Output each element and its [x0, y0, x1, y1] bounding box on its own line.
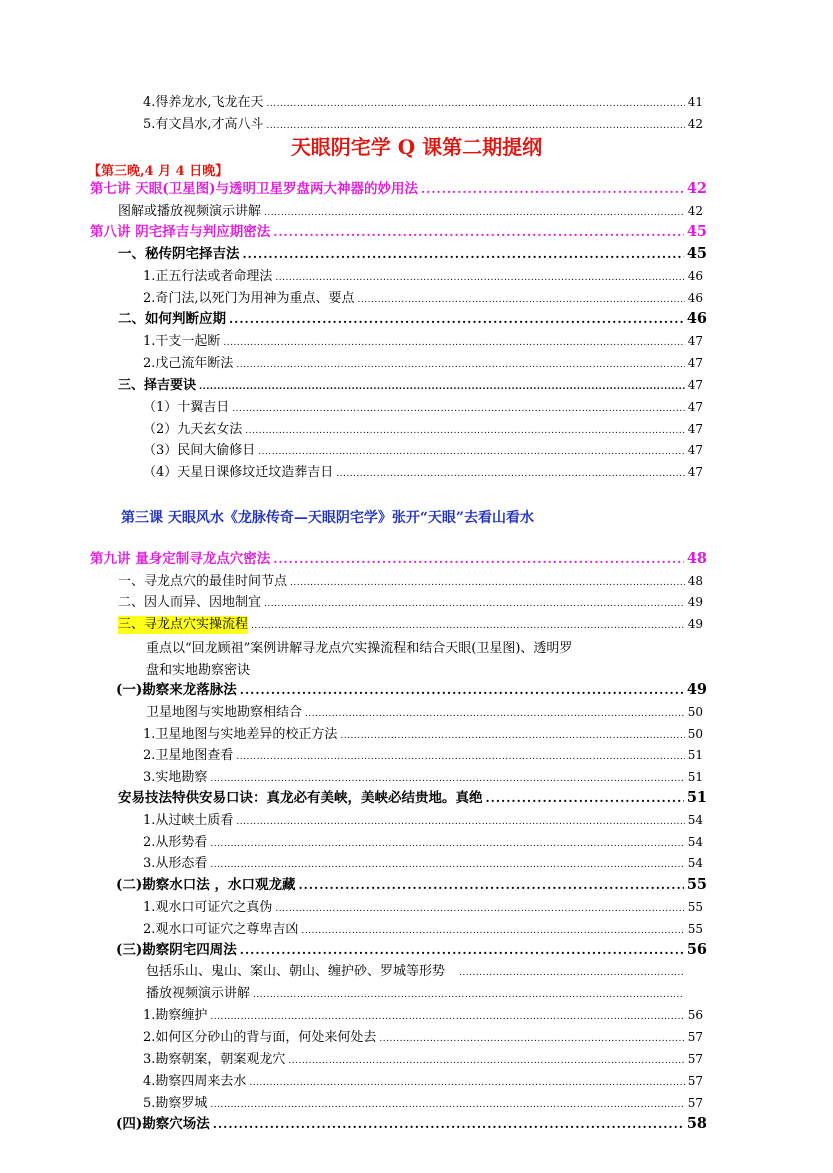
toc-page-number: 58 [686, 1115, 707, 1132]
toc-entry-text: 播放视频演示讲解 [146, 986, 251, 1001]
section-row [116, 876, 707, 894]
toc-page-number: 45 [686, 245, 707, 262]
toc-page-number: 48 [686, 550, 707, 567]
leader-dots [236, 356, 684, 374]
note-line: 重点以“回龙顾祖”案例讲解寻龙点穴实操流程和结合天眼(卫星图)、透明罗 [146, 641, 573, 656]
leader-dots [229, 310, 684, 328]
lecture-row [90, 180, 707, 198]
leader-dots [275, 269, 684, 287]
leader-dots [245, 422, 684, 440]
toc-page-number: 49 [687, 595, 703, 609]
toc-row [143, 898, 703, 918]
toc-row [118, 593, 703, 613]
toc-entry-text: 一、秘传阴宅择吉法 [118, 246, 240, 262]
leader-dots [249, 1074, 684, 1092]
toc-page-number: 47 [687, 465, 703, 479]
toc-entry-text: 图解或播放视频演示讲解 [118, 204, 262, 219]
toc-page-number: 51 [687, 748, 703, 762]
section-row [116, 1115, 707, 1133]
leader-dots [251, 617, 685, 635]
toc-entry-text: (三)勘察阴宅四周法 [116, 942, 237, 958]
leader-dots [379, 1030, 684, 1048]
leader-dots [421, 180, 684, 198]
toc-row [143, 441, 703, 461]
leader-dots [223, 334, 684, 352]
toc-entry-text: 4.得养龙水,飞龙在天 [143, 95, 264, 110]
leader-dots [288, 1052, 684, 1070]
toc-entry-text: 1.观水口可证穴之真伪 [143, 900, 273, 915]
toc-row [143, 463, 703, 483]
toc-entry-text: 2.观水口可证穴之尊卑吉凶 [143, 922, 299, 937]
toc-page-number: 47 [687, 443, 703, 457]
toc-page-number: 57 [687, 1074, 703, 1088]
toc-page-number: 57 [687, 1030, 703, 1044]
toc-page-number: 41 [687, 95, 703, 109]
toc-row [143, 1072, 703, 1092]
toc-page-number: 46 [687, 269, 703, 283]
toc-row [143, 725, 703, 745]
lecture-row [90, 223, 707, 241]
toc-page-number: 50 [687, 705, 703, 719]
toc-page-number: 51 [687, 770, 703, 784]
toc-row [143, 1050, 703, 1070]
toc-entry-text: 1.正五行法或者命理法 [143, 269, 273, 284]
toc-page-number: 47 [687, 378, 703, 392]
note-line: 盘和实地勘察密诀 [146, 663, 251, 678]
toc-entry-text: 3.从形态看 [143, 856, 208, 871]
section-row [118, 310, 707, 328]
leader-dots [290, 574, 685, 592]
toc-row [143, 354, 703, 374]
leader-dots [258, 443, 684, 461]
lecture-row [90, 550, 707, 568]
leader-dots [243, 245, 684, 263]
leader-dots [240, 941, 684, 959]
toc-row [143, 811, 703, 831]
toc-entry-text: 1.卫星地图与实地差异的校正方法 [143, 727, 338, 742]
leader-dots [273, 223, 684, 241]
toc-page-number: 47 [687, 334, 703, 348]
toc-row [146, 963, 686, 982]
leader-dots [298, 876, 683, 894]
toc-entry-text: 1.勘察缠护 [143, 1008, 208, 1023]
toc-page-number: 47 [687, 422, 703, 436]
toc-page-number: 54 [687, 856, 703, 870]
toc-page-number: 57 [687, 1096, 703, 1110]
leader-dots [336, 465, 684, 483]
toc-page-number: 46 [686, 310, 707, 327]
toc-entry-text: 2.戊己流年断法 [143, 356, 234, 371]
toc-entry-text: （2）九天玄女法 [143, 422, 243, 437]
toc-entry-text: 二、如何判断应期 [118, 311, 226, 327]
toc-row [118, 376, 703, 396]
leader-dots [240, 681, 684, 699]
toc-page-number: 42 [687, 204, 703, 218]
toc-entry-text: 一、寻龙点穴的最佳时间节点 [118, 574, 288, 589]
section-row [116, 941, 707, 959]
highlighted-entry-text: 三、寻龙点穴实操流程 [118, 617, 249, 632]
toc-entry-text: 5.有文昌水,才高八斗 [143, 117, 264, 132]
leader-dots [301, 922, 684, 940]
toc-entry-text: 2.如何区分砂山的背与面，何处来何处去 [143, 1030, 377, 1045]
toc-row [143, 746, 703, 766]
toc-entry-text: 第七讲 天眼(卫星图)与透明卫星罗盘两大神器的妙用法 [90, 181, 418, 197]
toc-page-number: 47 [687, 400, 703, 414]
section-row [116, 681, 707, 699]
toc-entry-text: 包括乐山、鬼山、案山、朝山、缠护砂、罗城等形势 [146, 964, 446, 979]
leader-dots [210, 856, 684, 874]
toc-row [146, 985, 686, 1004]
toc-page-number: 54 [687, 813, 703, 827]
leader-dots [236, 748, 684, 766]
toc-page-number: 42 [686, 180, 707, 197]
toc-entry-text: 2.卫星地图查看 [143, 748, 234, 763]
toc-entry-text: （3）民间大偷修日 [143, 443, 256, 458]
toc-page-number: 54 [687, 835, 703, 849]
toc-row [143, 920, 703, 940]
toc-page-number: 57 [687, 1052, 703, 1066]
toc-row [118, 572, 703, 592]
toc-row [143, 833, 703, 853]
toc-entry-text: 二、因人而异、因地制宜 [118, 595, 262, 610]
leader-dots [305, 705, 685, 723]
leader-dots [236, 813, 684, 831]
toc-page-number: 46 [687, 291, 703, 305]
toc-entry-text: 5.勘察罗城 [143, 1096, 208, 1111]
evening-label: 【第三晚,4 月 4 日晚】 [88, 164, 229, 179]
toc-entry-text: 1.干支一起断 [143, 334, 221, 349]
toc-page-number: 48 [687, 574, 703, 588]
toc-row [143, 398, 703, 418]
leader-dots [232, 400, 684, 418]
toc-entry-text: （4）天星日课修坟迁坟造葬吉日 [143, 465, 334, 480]
toc-row [143, 332, 703, 352]
section-row [118, 789, 707, 807]
toc-row [143, 1094, 703, 1114]
leader-dots [358, 291, 685, 309]
toc-row [118, 202, 703, 222]
toc-entry-text: 2.从形势看 [143, 835, 208, 850]
toc-row [143, 267, 703, 287]
toc-row [143, 1006, 703, 1026]
toc-entry-text: 卫星地图与实地勘察相结合 [146, 705, 303, 720]
toc-page-number: 55 [687, 922, 703, 936]
toc-page-number: 56 [687, 1008, 703, 1022]
toc-page-number: 45 [686, 223, 707, 240]
toc-page-number: 56 [686, 941, 707, 958]
toc-page-number: 42 [687, 117, 703, 131]
toc-page-number: 47 [687, 356, 703, 370]
toc-row [143, 93, 703, 113]
course-heading: 第三课 天眼风水《龙脉传奇—天眼阴宅学》张开“天眼”去看山看水 [121, 510, 534, 526]
toc-entry-text: 第八讲 阴宅择吉与判应期密法 [90, 224, 271, 240]
toc-row [118, 615, 703, 635]
document-title: 天眼阴宅学 Q 课第二期提纲 [290, 135, 543, 159]
toc-row [146, 703, 703, 723]
toc-entry-text: 第九讲 量身定制寻龙点穴密法 [90, 551, 271, 567]
leader-dots [213, 1115, 684, 1133]
leader-dots [264, 595, 685, 613]
toc-page-number: 49 [687, 617, 703, 631]
toc-entry-text: 3.实地勘察 [143, 770, 208, 785]
toc-entry-text: 2.奇门法,以死门为用神为重点、要点 [143, 291, 355, 306]
leader-dots [210, 1096, 684, 1114]
leader-dots [486, 789, 684, 807]
leader-dots [275, 900, 684, 918]
toc-entry-text: (四)勘察穴场法 [116, 1116, 210, 1132]
toc-entry-text: (二)勘察水口法 ，水口观龙藏 [116, 877, 296, 893]
toc-entry-text: 3.勘察朝案，朝案观龙穴 [143, 1052, 286, 1067]
toc-entry-text: 1.从过峡土质看 [143, 813, 234, 828]
leader-dots [210, 770, 684, 788]
toc-entry-text: （1）十翼吉日 [143, 400, 230, 415]
toc-page-number: 55 [686, 876, 707, 893]
toc-page-number: 51 [686, 789, 707, 806]
leader-dots [459, 964, 683, 982]
toc-row [143, 854, 703, 874]
section-row [118, 245, 707, 263]
toc-row [143, 289, 703, 309]
leader-dots [273, 550, 684, 568]
toc-page-number: 50 [687, 727, 703, 741]
leader-dots [264, 204, 685, 222]
toc-row [143, 420, 703, 440]
toc-entry-text: 安易技法特供安易口诀：真龙必有美峡，美峡必结贵地。真绝 [118, 790, 483, 806]
leader-dots [253, 986, 683, 1004]
leader-dots [210, 835, 684, 853]
toc-page-number: 55 [687, 900, 703, 914]
toc-row [143, 768, 703, 788]
toc-entry-text: 三、择吉要诀 [118, 378, 197, 393]
toc-page-number: 49 [686, 681, 707, 698]
toc-entry-text: (一)勘察来龙落脉法 [116, 682, 237, 698]
leader-dots [340, 727, 684, 745]
toc-entry-text: 4.勘察四周来去水 [143, 1074, 247, 1089]
leader-dots [210, 1008, 684, 1026]
toc-row [143, 1028, 703, 1048]
leader-dots [199, 378, 685, 396]
leader-dots [267, 95, 685, 113]
